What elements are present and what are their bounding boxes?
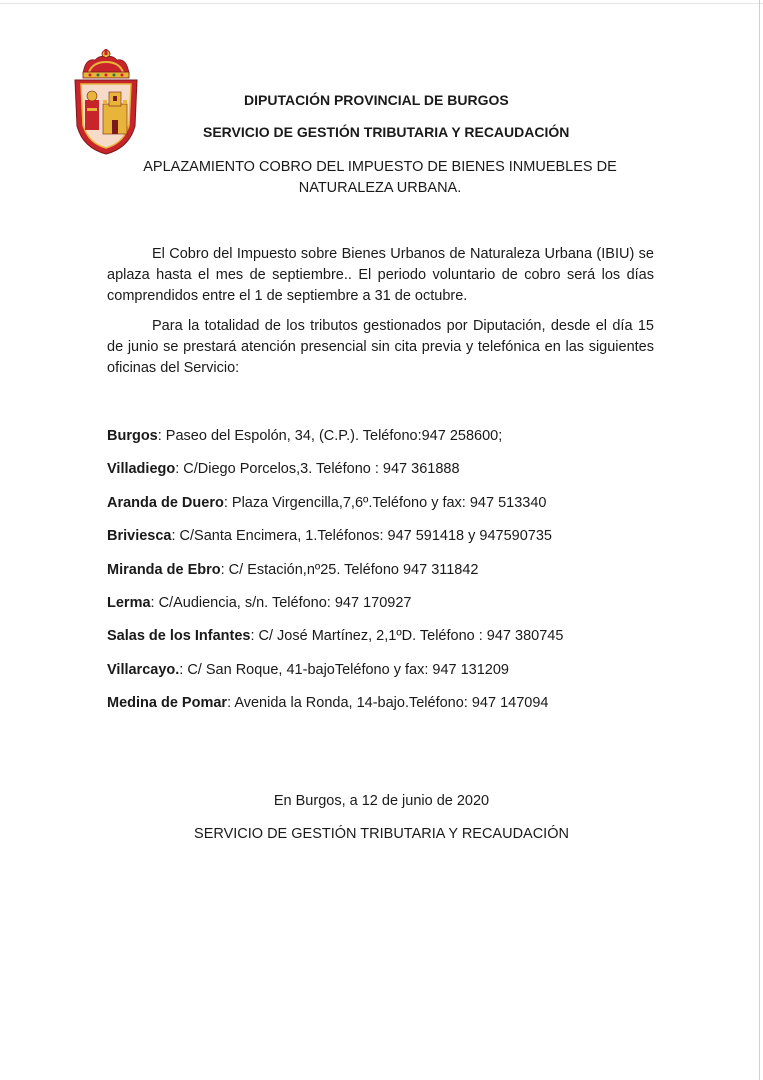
signature-line: SERVICIO DE GESTIÓN TRIBUTARIA Y RECAUDACIÓN [194,826,569,842]
office-item [107,593,667,626]
office-item [107,459,667,492]
document-subject: APLAZAMIENTO COBRO DEL IMPUESTO DE BIENES INMUEBLES DE NATURALEZA URBANA. [143,159,617,196]
office-name: Medina de Pomar [107,695,228,712]
paragraph-attention: Para la totalidad de los tributos gestionados por Diputación, desde el día 15 de junio se prestará atención presencial sin cita previa y telefónica en las siguientes oficinas del Servicio: [107,318,654,376]
office-item [107,493,667,526]
scan-edge-top [0,3,763,4]
scan-edge-right [759,0,760,1080]
office-name: Aranda de Duero [107,494,224,511]
office-name: Miranda de Ebro [107,561,221,578]
header-org-title: DIPUTACIÓN PROVINCIAL DE BURGOS [244,92,509,108]
office-details: : C/ José Martínez, 2,1ºD. Teléfono : 947 380745 [250,628,564,645]
office-item [107,426,667,459]
office-item [107,660,667,693]
office-list [107,426,667,727]
date-line: En Burgos, a 12 de junio de 2020 [273,793,490,809]
office-name: Burgos [107,428,158,444]
office-item [107,693,667,726]
office-details: : Paseo del Espolón, 34, (C.P.). Teléfono:947 258600; [157,428,503,444]
crown-icon [83,49,129,78]
paragraph-postponement: El Cobro del Impuesto sobre Bienes Urbanos de Naturaleza Urbana (IBIU) se aplaza hasta el mes de septiembre.. El periodo voluntario de cobro será los días comprendidos entre el 1 de septiembre a 31 de octubre. [107,246,654,304]
office-item [107,560,667,593]
shield-icon [75,80,137,154]
office-details: : C/Diego Porcelos,3. Teléfono : 947 361888 [175,461,460,478]
office-details: : C/Santa Encimera, 1.Teléfonos: 947 591418 y 947590735 [171,528,552,545]
header-service-title: SERVICIO DE GESTIÓN TRIBUTARIA Y RECAUDACIÓN [203,124,570,140]
office-name: Villarcayo. [107,661,180,678]
office-details: : C/ Estación,nº25. Teléfono 947 311842 [220,561,479,578]
office-details: : C/Audiencia, s/n. Teléfono: 947 170927 [150,594,412,611]
office-name: Salas de los Infantes [107,628,251,645]
office-name: Villadiego [107,461,176,478]
burgos-coat-of-arms-icon [71,48,141,156]
office-details: : Plaza Virgencilla,7,6º.Teléfono y fax: 947 513340 [223,494,547,511]
office-item [107,526,667,559]
office-name: Briviesca [107,528,172,545]
office-details: : C/ San Roque, 41-bajoTeléfono y fax: 947 131209 [179,661,509,678]
office-item [107,626,667,659]
office-details: : Avenida la Ronda, 14-bajo.Teléfono: 947 147094 [227,695,549,712]
office-name: Lerma [107,594,151,611]
